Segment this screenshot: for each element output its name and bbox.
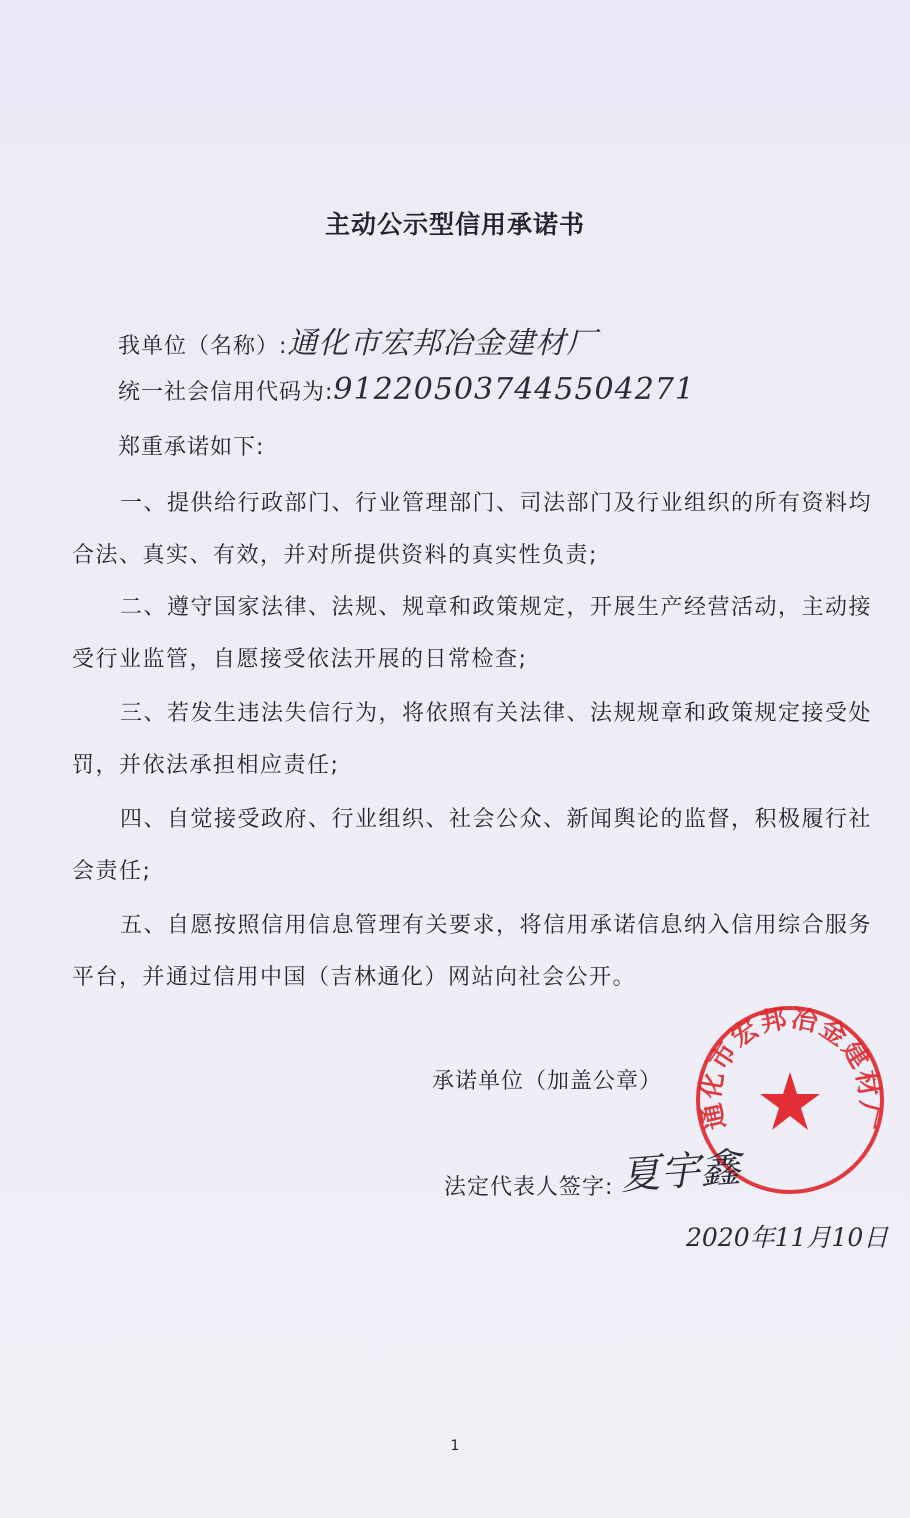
- pledge-intro: 郑重承诺如下:: [118, 435, 265, 460]
- credit-code-value: 912205037445504271: [333, 372, 695, 407]
- credit-code-label: 统一社会信用代码为:: [118, 380, 334, 405]
- unit-name-row: [118, 318, 597, 362]
- handwritten-signature: 夏宇鑫: [618, 1144, 742, 1200]
- clause-4: 四、自觉接受政府、行业组织、社会公众、新闻舆论的监督，积极履行社会责任;: [72, 807, 873, 884]
- legal-rep-label: 法定代表人签字:: [444, 1175, 614, 1200]
- seal-star-icon: [760, 1072, 820, 1130]
- clause-5: 五、自愿按照信用信息管理有关要求，将信用承诺信息纳入信用综合服务平台，并通过信用中国（吉林通化）网站向社会公开。: [72, 913, 873, 990]
- document-title: 主动公示型信用承诺书: [324, 210, 585, 239]
- clause-3: 三、若发生违法失信行为，将依照有关法律、法规规章和政策规定接受处罚，并依法承担相应责任;: [72, 701, 873, 778]
- pledging-unit-label: 承诺单位（加盖公章）: [432, 1069, 663, 1094]
- unit-name-value: 通化市宏邦冶金建材厂: [287, 326, 598, 361]
- seal-text: 通化市宏邦冶金建材厂: [695, 1003, 885, 1133]
- credit-code-row: [118, 372, 695, 407]
- clause-2: 二、遵守国家法律、法规、规章和政策规定，开展生产经营活动，主动接受行业监管，自愿接受依法开展的日常检查;: [72, 595, 873, 672]
- unit-name-label: 我单位（名称）:: [118, 334, 288, 359]
- clause-1: 一、提供给行政部门、行业管理部门、司法部门及行业组织的所有资料均合法、真实、有效，并对所提供资料的真实性负责;: [72, 491, 873, 568]
- page-number: 1: [450, 1438, 460, 1454]
- handwritten-date: 2020年11月10日: [686, 1223, 889, 1252]
